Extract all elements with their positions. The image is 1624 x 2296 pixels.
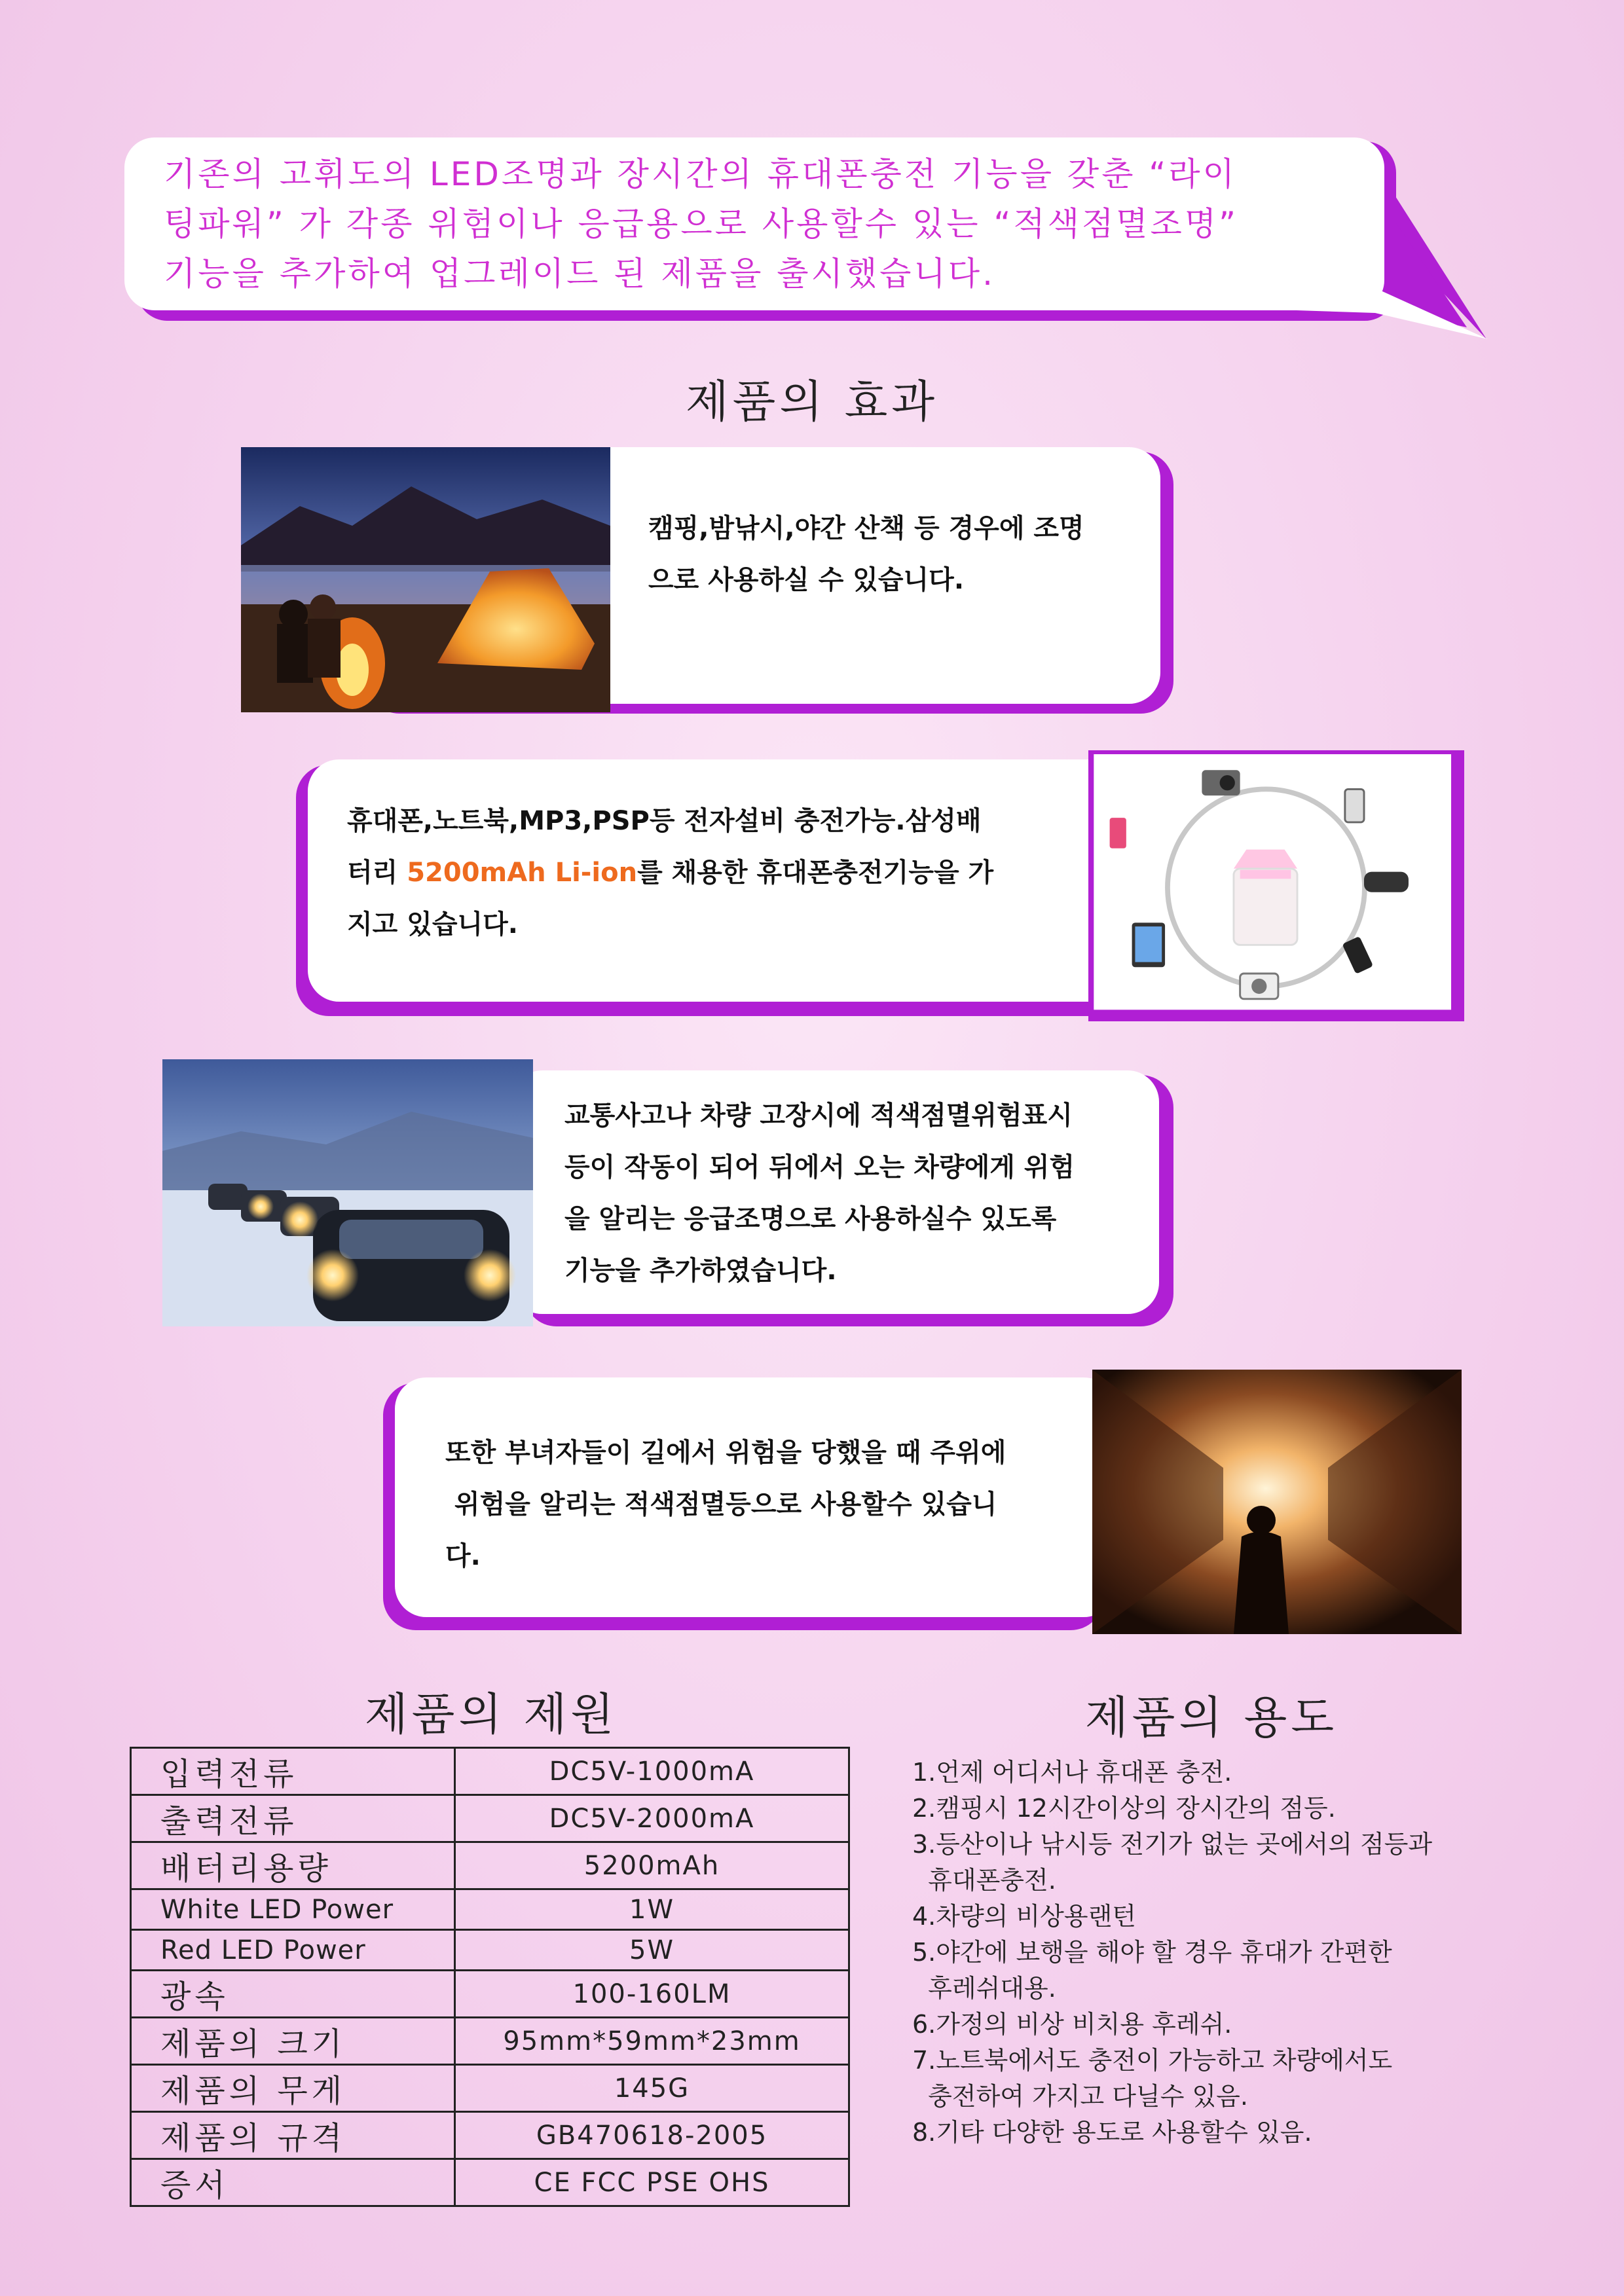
effect-text-safety bbox=[445, 1427, 1006, 1582]
specs-title: 제품의 제원 bbox=[364, 1689, 618, 1741]
list-item: 4.차량의 비상용랜턴 bbox=[912, 1902, 1136, 1931]
table-row bbox=[131, 2065, 849, 2112]
list-item: 6.가정의 비상 비치용 후레쉬. bbox=[912, 2010, 1232, 2039]
effect-line-part: 를 채용한 휴대폰충전기능을 가 bbox=[637, 858, 994, 888]
camping-photo bbox=[241, 447, 610, 712]
table-row bbox=[131, 1842, 849, 1889]
table-row bbox=[131, 1889, 849, 1930]
table-row bbox=[131, 1930, 849, 1971]
effect-line: 을 알리는 응급조명으로 사용하실수 있도록 bbox=[564, 1204, 1057, 1234]
spec-key: 배터리용량 bbox=[131, 1842, 455, 1889]
spec-value: DC5V-1000mA bbox=[455, 1748, 849, 1795]
table-row bbox=[131, 1795, 849, 1842]
uses-title: 제품의 용도 bbox=[1084, 1692, 1338, 1744]
list-item: 휴대폰충전. bbox=[912, 1866, 1056, 1895]
specs-table bbox=[130, 1747, 850, 2207]
spec-value: 145G bbox=[455, 2065, 849, 2112]
uses-list bbox=[912, 1755, 1567, 2151]
effect-line: 위험을 알리는 적색점멸등으로 사용할수 있습니 bbox=[445, 1489, 997, 1520]
effect-line: 교통사고나 차량 고장시에 적색점멸위험표시 bbox=[564, 1101, 1073, 1131]
effect-line: 또한 부녀자들이 길에서 위험을 당했을 때 주위에 bbox=[445, 1438, 1006, 1468]
intro-line: 팅파워” 가 각종 위험이나 응급용으로 사용할수 있는 “적색점멸조명” bbox=[164, 205, 1239, 243]
effect-line: 지고 있습니다. bbox=[347, 909, 518, 939]
intro-line: 기능을 추가하여 업그레이드 된 제품을 출시했습니다. bbox=[164, 255, 995, 293]
spec-value: 1W bbox=[455, 1889, 849, 1930]
devices-diagram-frame bbox=[1088, 750, 1464, 1021]
spec-key: 증서 bbox=[131, 2159, 455, 2206]
spec-key: 제품의 무게 bbox=[131, 2065, 455, 2112]
spec-key: 제품의 크기 bbox=[131, 2018, 455, 2065]
battery-spec-highlight: 5200mAh Li-ion bbox=[407, 858, 638, 888]
spec-key: 제품의 규격 bbox=[131, 2112, 455, 2159]
effect-line: 기능을 추가하였습니다. bbox=[564, 1256, 837, 1286]
spec-key: White LED Power bbox=[131, 1889, 455, 1930]
table-row bbox=[131, 2112, 849, 2159]
tunnel-photo bbox=[1092, 1370, 1462, 1634]
list-item: 8.기타 다양한 용도로 사용할수 있음. bbox=[912, 2118, 1312, 2147]
traffic-photo bbox=[162, 1059, 533, 1326]
list-item: 후레쉬대용. bbox=[912, 1974, 1056, 2003]
effect-line: 캠핑,밤낚시,야간 산책 등 경우에 조명 bbox=[648, 513, 1084, 543]
effect-text-charging bbox=[347, 795, 993, 951]
effect-line: 등이 작동이 되어 뒤에서 오는 차량에게 위험 bbox=[564, 1152, 1075, 1182]
intro-text bbox=[164, 149, 1362, 299]
effect-text-camping bbox=[648, 503, 1084, 606]
list-item: 7.노트북에서도 충전이 가능하고 차량에서도 bbox=[912, 2046, 1393, 2075]
effect-text-traffic bbox=[564, 1090, 1075, 1297]
effect-line: 휴대폰,노트북,MP3,PSP등 전자설비 충전가능.삼성배 bbox=[347, 806, 982, 836]
spec-key: 출력전류 bbox=[131, 1795, 455, 1842]
spec-key: Red LED Power bbox=[131, 1930, 455, 1971]
effects-title: 제품의 효과 bbox=[685, 376, 939, 428]
table-row bbox=[131, 1748, 849, 1795]
list-item: 2.캠핑시 12시간이상의 장시간의 점등. bbox=[912, 1794, 1336, 1823]
spec-value: 5200mAh bbox=[455, 1842, 849, 1889]
effect-line-part: 터리 bbox=[347, 858, 407, 888]
intro-line: 기존의 고휘도의 LED조명과 장시간의 휴대폰충전 기능을 갖춘 “라이 bbox=[164, 155, 1237, 193]
list-item: 충전하여 가지고 다닐수 있음. bbox=[912, 2082, 1248, 2111]
spec-value: 95mm*59mm*23mm bbox=[455, 2018, 849, 2065]
spec-value: CE FCC PSE OHS bbox=[455, 2159, 849, 2206]
effect-line bbox=[347, 847, 993, 899]
spec-value: DC5V-2000mA bbox=[455, 1795, 849, 1842]
list-item: 3.등산이나 낚시등 전기가 없는 곳에서의 점등과 bbox=[912, 1830, 1433, 1859]
spec-value: 100-160LM bbox=[455, 1971, 849, 2018]
spec-value: GB470618-2005 bbox=[455, 2112, 849, 2159]
effect-line: 으로 사용하실 수 있습니다. bbox=[648, 565, 965, 595]
table-row bbox=[131, 2018, 849, 2065]
list-item: 1.언제 어디서나 휴대폰 충전. bbox=[912, 1758, 1232, 1787]
devices-diagram bbox=[1092, 754, 1460, 1017]
effect-line: 다. bbox=[445, 1541, 481, 1571]
list-item: 5.야간에 보행을 해야 할 경우 휴대가 간편한 bbox=[912, 1938, 1392, 1967]
table-row bbox=[131, 1971, 849, 2018]
spec-key: 광속 bbox=[131, 1971, 455, 2018]
spec-key: 입력전류 bbox=[131, 1748, 455, 1795]
table-row bbox=[131, 2159, 849, 2206]
spec-value: 5W bbox=[455, 1930, 849, 1971]
